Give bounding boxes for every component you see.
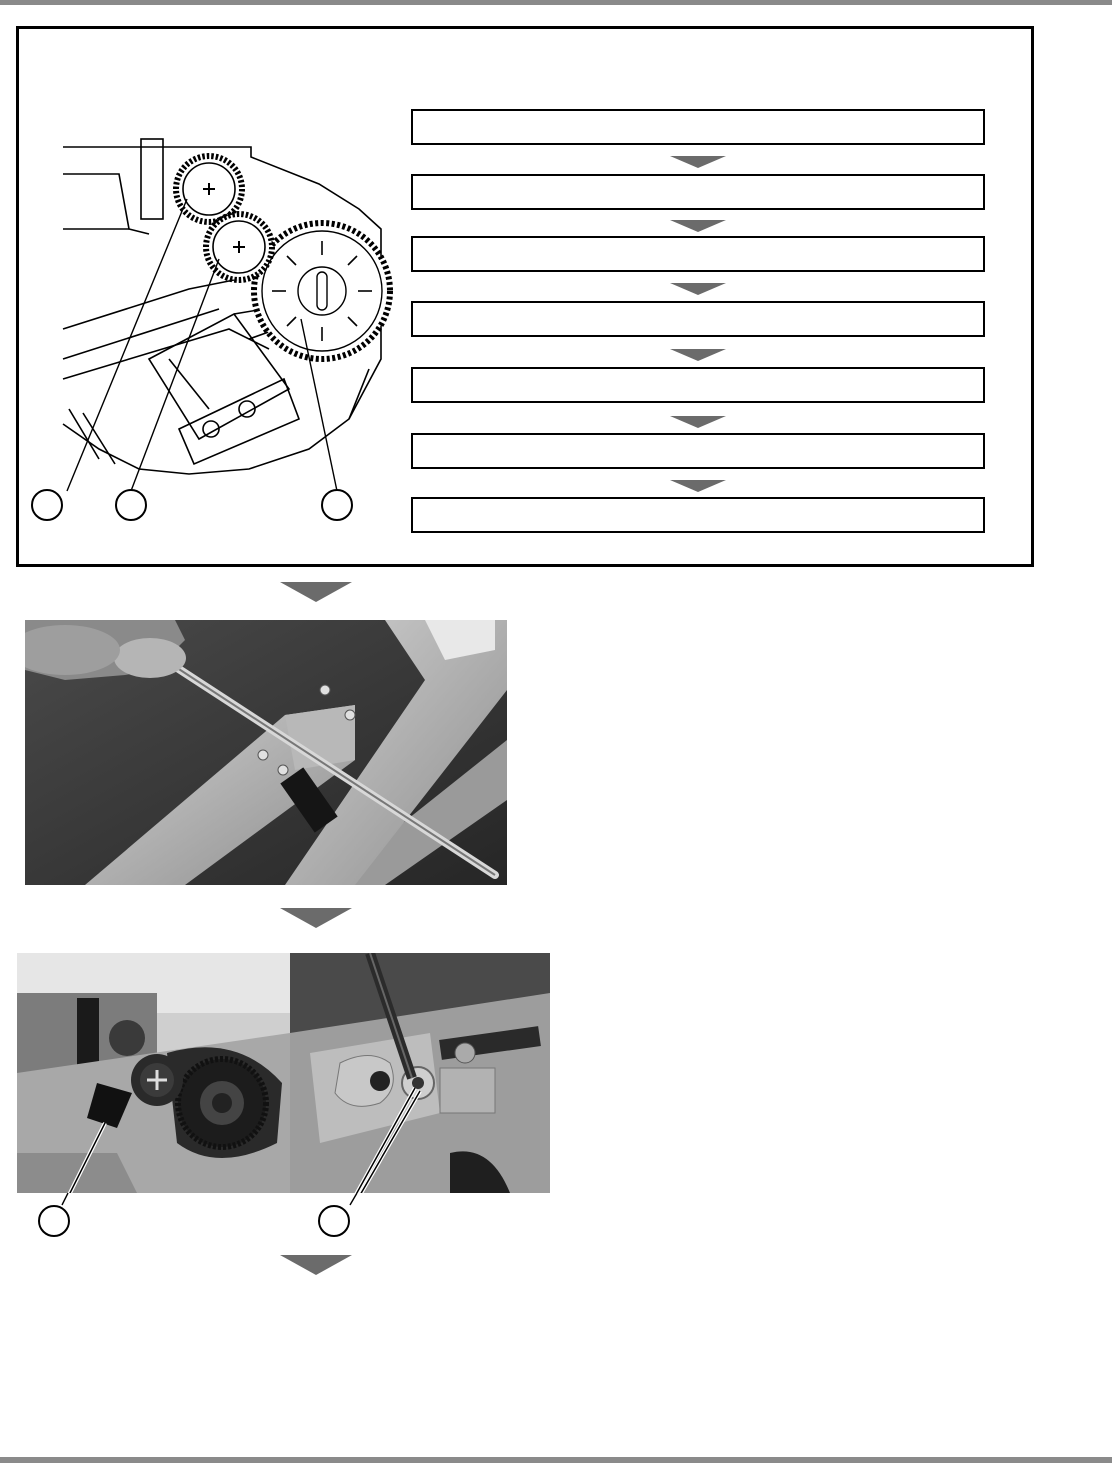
photo-callout-left: [38, 1205, 70, 1237]
flow-arrow-icon: [670, 283, 726, 295]
photo-callout-right: [318, 1205, 350, 1237]
flow-step-2: [411, 174, 985, 210]
flow-step-4: [411, 301, 985, 337]
callout-1: [31, 489, 63, 521]
flow-arrow-icon: [670, 349, 726, 361]
flow-step-1: [411, 109, 985, 145]
flow-arrow-icon: [670, 480, 726, 492]
flow-step-7: [411, 497, 985, 533]
down-arrow-icon: [280, 582, 352, 602]
step-photo-gears: [17, 953, 290, 1193]
callout-2: [115, 489, 147, 521]
bottom-rule: [0, 1457, 1112, 1463]
step-photo-screwdriver: [25, 620, 507, 885]
callout-3: [321, 489, 353, 521]
flow-step-5: [411, 367, 985, 403]
down-arrow-icon: [280, 1255, 352, 1275]
flow-step-3: [411, 236, 985, 272]
flow-arrow-icon: [670, 416, 726, 428]
flow-arrow-icon: [670, 220, 726, 232]
procedure-figure-frame: [16, 26, 1034, 567]
step-photo-screw-hole: [290, 953, 550, 1193]
photo-leader-lines: [17, 1193, 557, 1213]
down-arrow-icon: [280, 908, 352, 928]
flow-step-6: [411, 433, 985, 469]
gear-assembly-drawing: [19, 29, 399, 564]
top-rule: [0, 0, 1112, 5]
flow-arrow-icon: [670, 156, 726, 168]
